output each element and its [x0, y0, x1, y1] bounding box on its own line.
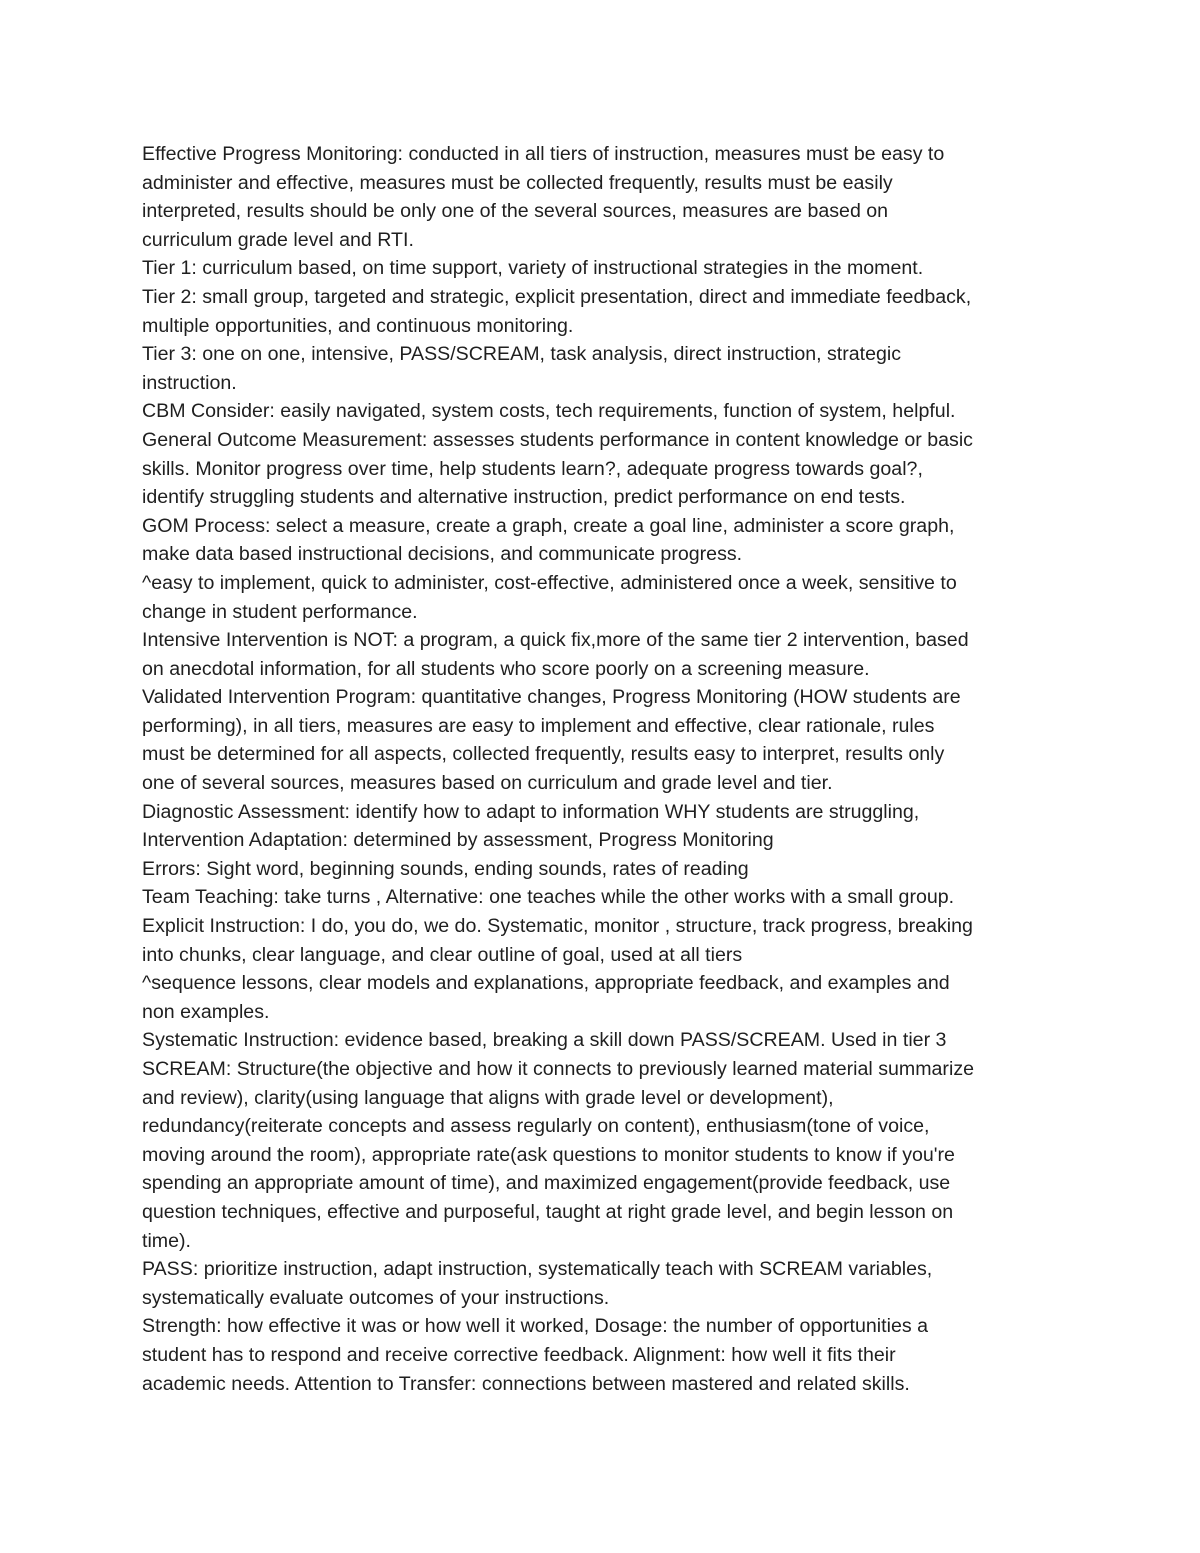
paragraph-gom-process: GOM Process: select a measure, create a graph, create a goal line, administer a score graph, make data based instructional decisions, and communicate progress. [142, 514, 955, 566]
paragraph-effective-progress-monitoring: Effective Progress Monitoring: conducted in all tiers of instruction, measures must be easy to administer and effective, measures must be collected frequently, results must be easily interpreted, results should be only one of the several sources, measures are based on curriculum grade level and RTI. [142, 143, 945, 251]
paragraph-errors: Errors: Sight word, beginning sounds, ending sounds, rates of reading [142, 857, 749, 880]
paragraph-scream: SCREAM: Structure(the objective and how it connects to previously learned material summarize and review), clarity(using language that aligns with grade level or development), redundancy(reiterate concepts and assess regularly on content), enthusiasm(tone of voice, moving around the room), appropriate rate(ask questions to monitor students to know if you're spending an appropriate amount of time), and maximized engagement(provide feedback, use question techniques, effective and purposeful, taught at right grade level, and begin lesson on time). [142, 1058, 975, 1252]
document-body [142, 140, 1067, 1398]
paragraph-tier-1: Tier 1: curriculum based, on time support, variety of instructional strategies in the moment. [142, 257, 924, 280]
paragraph-cbm-consider: CBM Consider: easily navigated, system costs, tech requirements, function of system, helpful. [142, 400, 956, 423]
paragraph-general-outcome-measurement: General Outcome Measurement: assesses students performance in content knowledge or basic skills. Monitor progress over time, help students learn?, adequate progress towards goal?, identify struggling students and alternative instruction, predict performance on end tests. [142, 428, 973, 509]
paragraph-team-teaching: Team Teaching: take turns , Alternative: one teaches while the other works with a small group. [142, 886, 955, 909]
paragraph-intervention-adaptation: Intervention Adaptation: determined by assessment, Progress Monitoring [142, 829, 774, 852]
paragraph-explicit-instruction: Explicit Instruction: I do, you do, we do. Systematic, monitor , structure, track progress, breaking into chunks, clear language, and clear outline of goal, used at all tiers [142, 915, 973, 966]
paragraph-systematic-instruction: Systematic Instruction: evidence based, breaking a skill down PASS/SCREAM. Used in tier 3 [142, 1029, 947, 1052]
paragraph-explicit-instruction-details: ^sequence lessons, clear models and explanations, appropriate feedback, and examples and non examples. [142, 972, 950, 1023]
paragraph-gom-traits: ^easy to implement, quick to administer, cost-effective, administered once a week, sensitive to change in student performance. [142, 571, 957, 623]
paragraph-pass: PASS: prioritize instruction, adapt instruction, systematically teach with SCREAM variables, systematically evaluate outcomes of your instructions. [142, 1258, 933, 1309]
paragraph-diagnostic-assessment: Diagnostic Assessment: identify how to adapt to information WHY students are struggling, [142, 800, 920, 823]
paragraph-intensive-intervention: Intensive Intervention is NOT: a program, a quick fix,more of the same tier 2 intervention, based on anecdotal information, for all students who score poorly on a screening measure. [142, 629, 969, 680]
paragraph-tier-3: Tier 3: one on one, intensive, PASS/SCREAM, task analysis, direct instruction, strategic instruction. [142, 343, 902, 394]
paragraph-strength-dosage: Strength: how effective it was or how well it worked, Dosage: the number of opportunities a student has to respond and receive corrective feedback. Alignment: how well it fits their academic needs. Attention to Transfer: connections between mastered and related skills. [142, 1315, 928, 1395]
paragraph-validated-intervention-program: Validated Intervention Program: quantitative changes, Progress Monitoring (HOW students are performing), in all tiers, measures are easy to implement and effective, clear rationale, rules must be determined for all aspects, collected frequently, results easy to interpret, results only one of several sources, measures based on curriculum and grade level and tier. [142, 686, 961, 795]
paragraph-tier-2: Tier 2: small group, targeted and strategic, explicit presentation, direct and immediate feedback, multiple opportunities, and continuous monitoring. [142, 285, 972, 337]
